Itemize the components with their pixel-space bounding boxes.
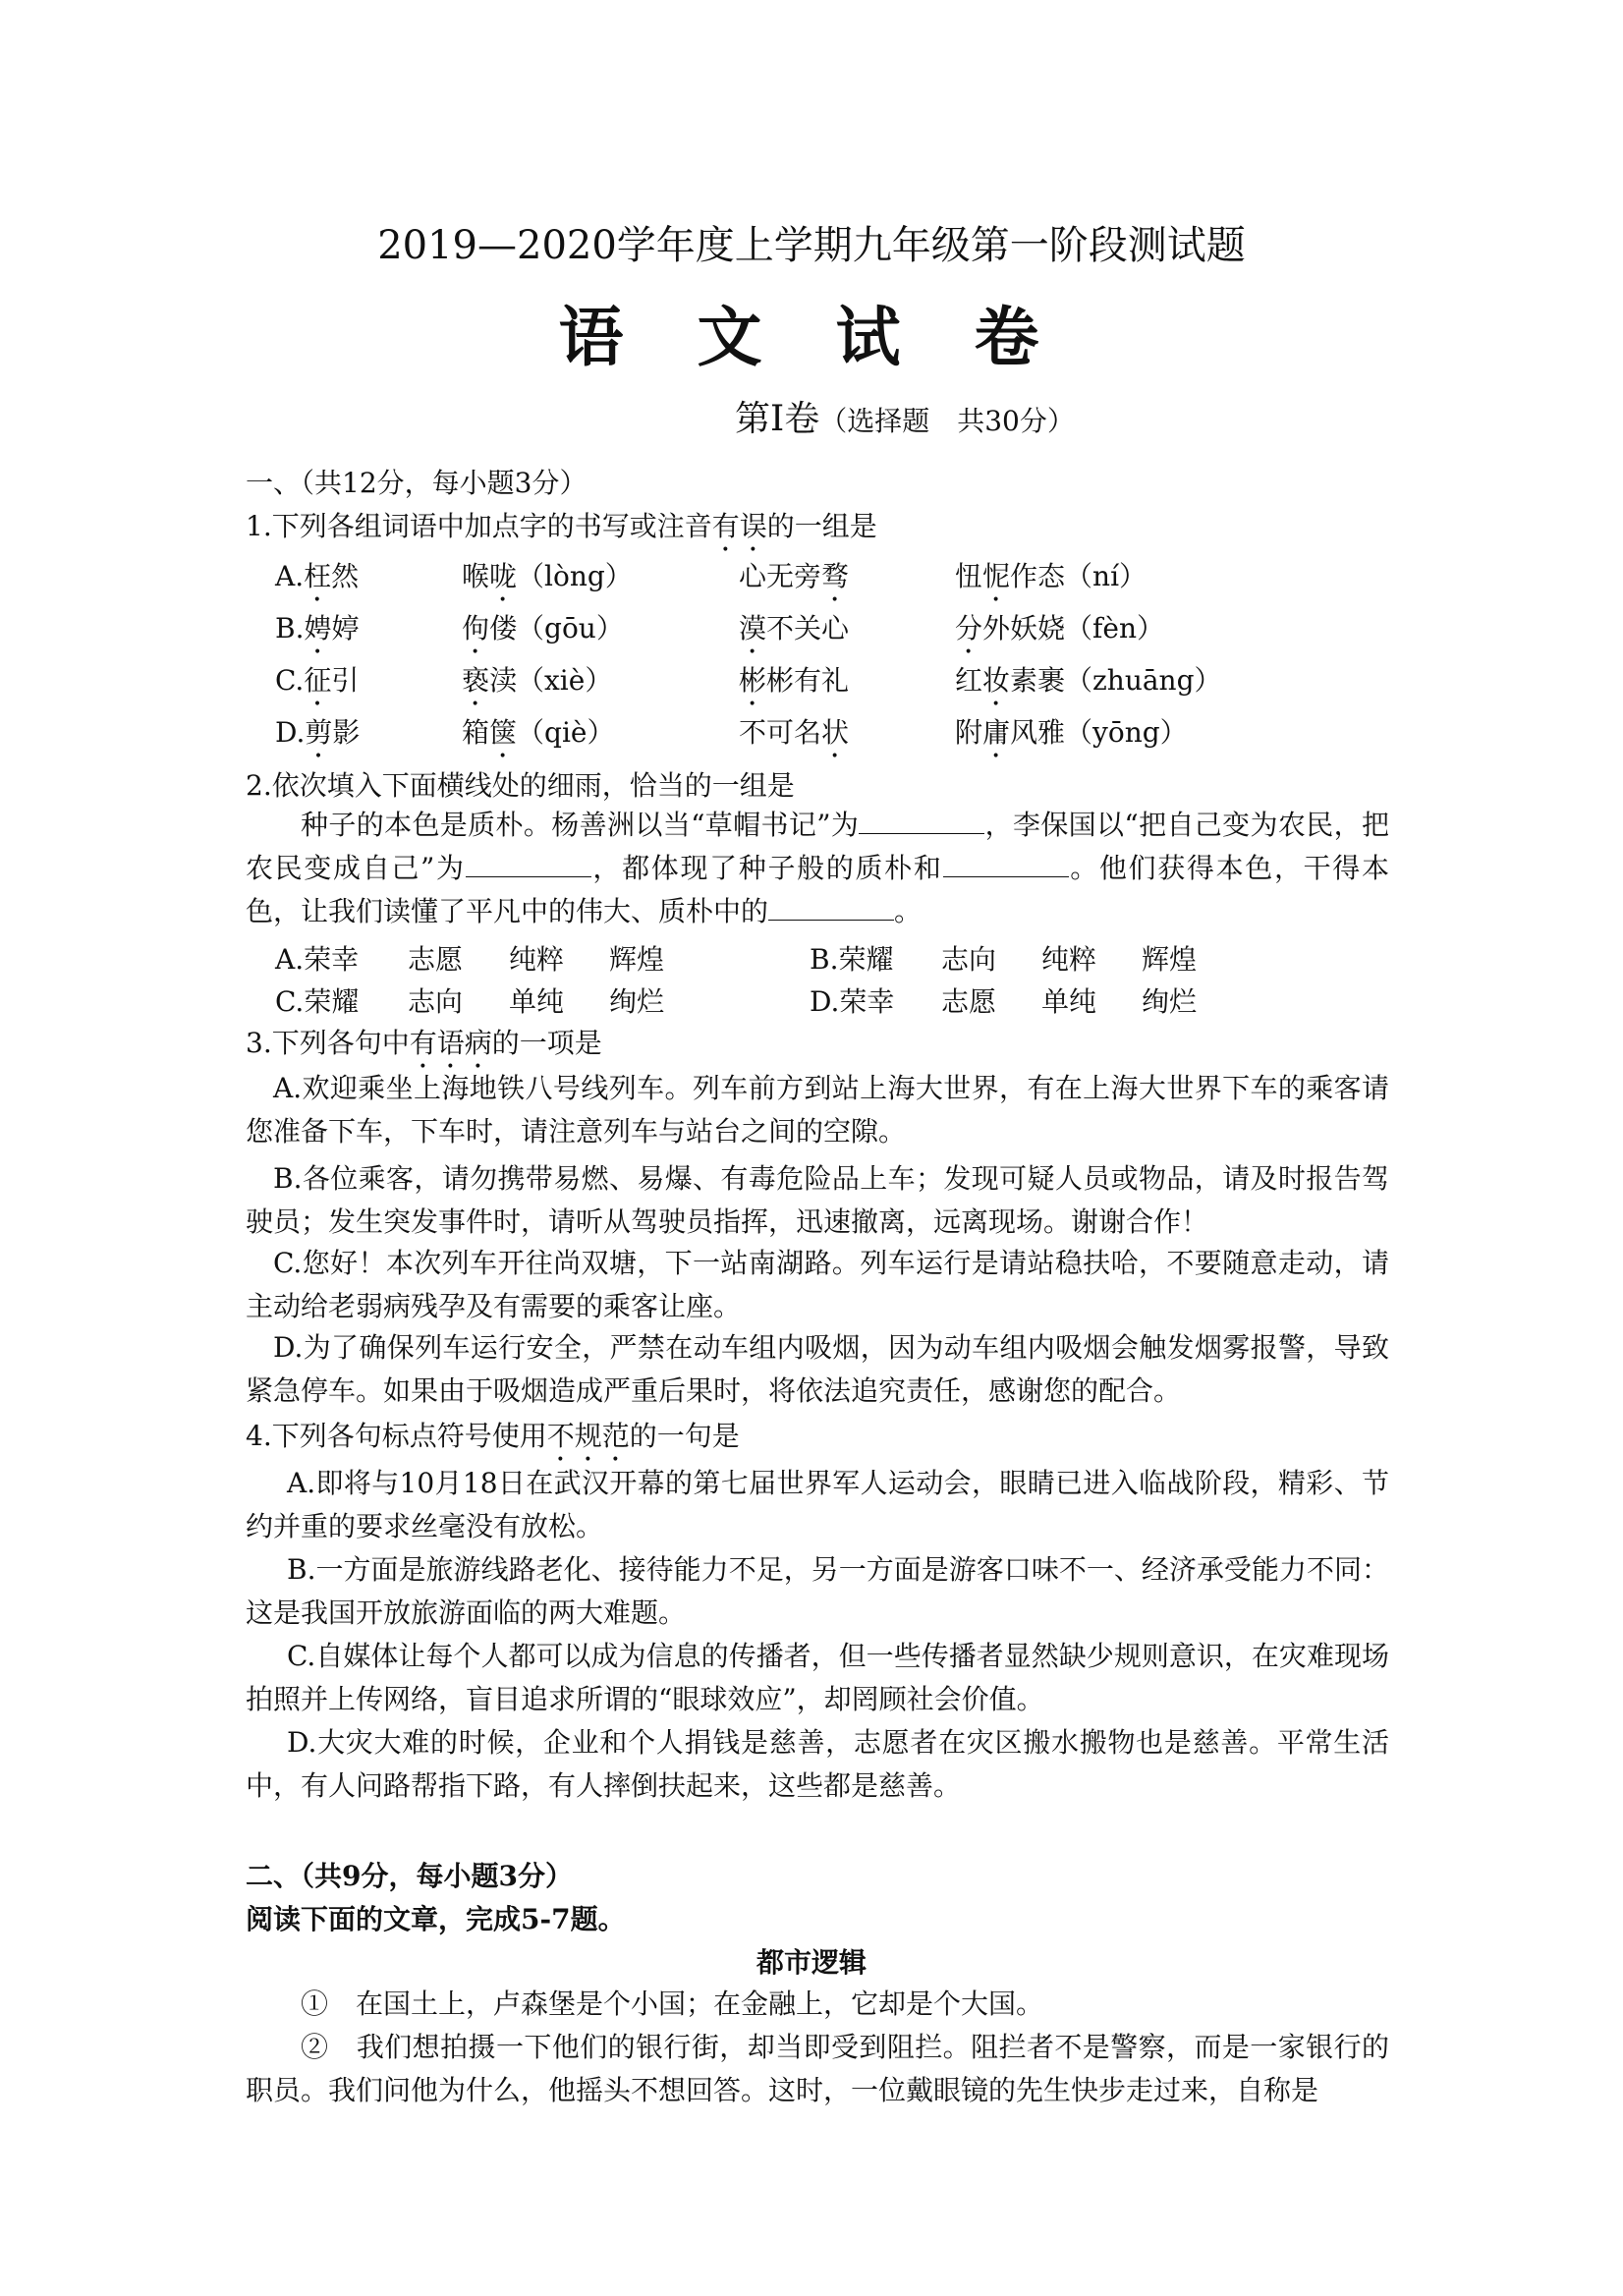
q2-opt-b-3: 纯粹	[1041, 943, 1097, 976]
volume-label: 第Ⅰ卷	[735, 399, 820, 439]
q1-d-1: D.剪影	[275, 716, 361, 749]
article-paragraph-2: ② 我们想拍摄一下他们的银行街，却当即受到阻拦。阻拦者不是警察，而是一家银行的职员。我们问他为什么，他摇头不想回答。这时，一位戴眼镜的先生快步走过来，自称是	[246, 2031, 1389, 2106]
q4-option-d: D.大灾大难的时候，企业和个人捐钱是慈善，志愿者在灾区搬水搬物也是慈善。平常生活中，有人问路帮指下路，有人摔倒扶起来，这些都是慈善。	[246, 1726, 1389, 1802]
q4-option-b: B.一方面是旅游线路老化、接待能力不足，另一方面是游客口味不一、经济承受能力不同：这是我国开放旅游面临的两大难题。	[246, 1553, 1389, 1629]
subject-title: 语 文 试 卷	[558, 299, 1065, 375]
q3-option-c: C.您好！本次列车开往尚双塘，下一站南湖路。列车运行是请站稳扶哈，不要随意走动，请主动给老弱病残孕及有需要的乘客让座。	[246, 1247, 1389, 1322]
q2-opt-c-2: 志向	[408, 985, 464, 1018]
q1-b-1: B.娉婷	[275, 612, 360, 644]
q1-c-3: 彬彬有礼	[739, 664, 850, 697]
q1-d-4: 附庸风雅（yōng）	[955, 716, 1188, 749]
q2-opt-c-1: C.荣耀	[275, 985, 360, 1018]
q2-opt-a-3: 纯粹	[509, 943, 565, 976]
q2-opt-a-2: 志愿	[408, 943, 464, 976]
article-paragraph-1: ① 在国土上，卢森堡是个小国；在金融上，它却是个大国。	[301, 1988, 1044, 2020]
q2-stem: 2.依次填入下面横线处的细雨，恰当的一组是	[246, 769, 795, 802]
q2-opt-b-1: B.荣耀	[810, 943, 894, 976]
q2-opt-b-4: 辉煌	[1142, 943, 1198, 976]
q4-stem: 4.下列各句标点符号使用不规范的一句是	[246, 1420, 740, 1452]
article-title: 都市逻辑	[756, 1946, 867, 1979]
q2-opt-d-1: D.荣幸	[810, 985, 895, 1018]
blank-2	[466, 851, 591, 877]
q2-opt-c-3: 单纯	[509, 985, 565, 1018]
q4-option-c: C.自媒体让每个人都可以成为信息的传播者，但一些传播者显然缺少规则意识，在灾难现场拍照并上传网络，盲目追求所谓的“眼球效应”，却罔顾社会价值。	[246, 1640, 1389, 1715]
q2-opt-c-4: 绚烂	[609, 985, 665, 1018]
q1-c-1: C.征引	[275, 664, 360, 697]
q1-c-2: 亵渎（xiè）	[462, 664, 613, 697]
q1-b-4: 分外妖娆（fèn）	[955, 612, 1164, 644]
q3-option-a: A.欢迎乘坐上海地铁八号线列车。列车前方到站上海大世界，有在上海大世界下车的乘客请您准备下车，下车时，请注意列车与站台之间的空隙。	[246, 1072, 1389, 1148]
volume-note: （选择题 共30分）	[819, 405, 1075, 437]
blank-1	[859, 808, 984, 834]
q1-a-1: A.枉然	[275, 560, 360, 592]
q2-opt-d-3: 单纯	[1041, 985, 1097, 1018]
q2-passage: 种子的本色是质朴。杨善洲以当“草帽书记”为 ，李保国以“把自己变为农民，把农民变成自己”为 ，都体现了种子般的质朴和 。他们获得本色，干得本色，让我们读懂了平凡中的伟大、质朴中的 。	[246, 809, 1389, 927]
q2-opt-a-4: 辉煌	[609, 943, 665, 976]
section2-heading: 二、（共9分，每小题3分）	[246, 1860, 573, 1892]
exam-title: 2019—2020学年度上学期九年级第一阶段测试题	[377, 223, 1246, 268]
section2-instruction: 阅读下面的文章，完成5-7题。	[246, 1903, 626, 1935]
q1-a-3: 心无旁骛	[739, 560, 850, 592]
q3-option-d: D.为了确保列车运行安全，严禁在动车组内吸烟，因为动车组内吸烟会触发烟雾报警，导致紧急停车。如果由于吸烟造成严重后果时，将依法追究责任，感谢您的配合。	[246, 1331, 1389, 1407]
q1-a-2: 喉咙（lòng）	[462, 560, 633, 592]
q2-opt-d-4: 绚烂	[1142, 985, 1198, 1018]
q3-option-b: B.各位乘客，请勿携带易燃、易爆、有毒危险品上车；发现可疑人员或物品，请及时报告驾驶员；发生突发事件时，请听从驾驶员指挥，迅速撤离，远离现场。谢谢合作！	[246, 1162, 1389, 1238]
q1-a-4: 忸怩作态（ní）	[955, 560, 1147, 592]
volume-heading	[735, 391, 1075, 441]
blank-3	[943, 851, 1069, 877]
q1-c-4: 红妆素裹（zhuāng）	[955, 664, 1222, 697]
section1-heading: 一、（共12分，每小题3分）	[246, 467, 588, 499]
q1-b-2: 佝偻（gōu）	[462, 612, 624, 644]
q3-stem: 3.下列各句中有语病的一项是	[246, 1027, 602, 1059]
q1-d-3: 不可名状	[739, 716, 850, 749]
q1-b-3: 漠不关心	[739, 612, 850, 644]
blank-4	[768, 894, 894, 921]
q1-stem: 1.下列各组词语中加点字的书写或注音有误的一组是	[246, 510, 877, 542]
q2-opt-d-2: 志愿	[941, 985, 997, 1018]
q4-option-a: A.即将与10月18日在武汉开幕的第七届世界军人运动会，眼睛已进入临战阶段，精彩、节约并重的要求丝毫没有放松。	[246, 1467, 1389, 1542]
q2-opt-a-1: A.荣幸	[275, 943, 360, 976]
q1-d-2: 箱箧（qiè）	[462, 716, 615, 749]
q2-opt-b-2: 志向	[941, 943, 997, 976]
